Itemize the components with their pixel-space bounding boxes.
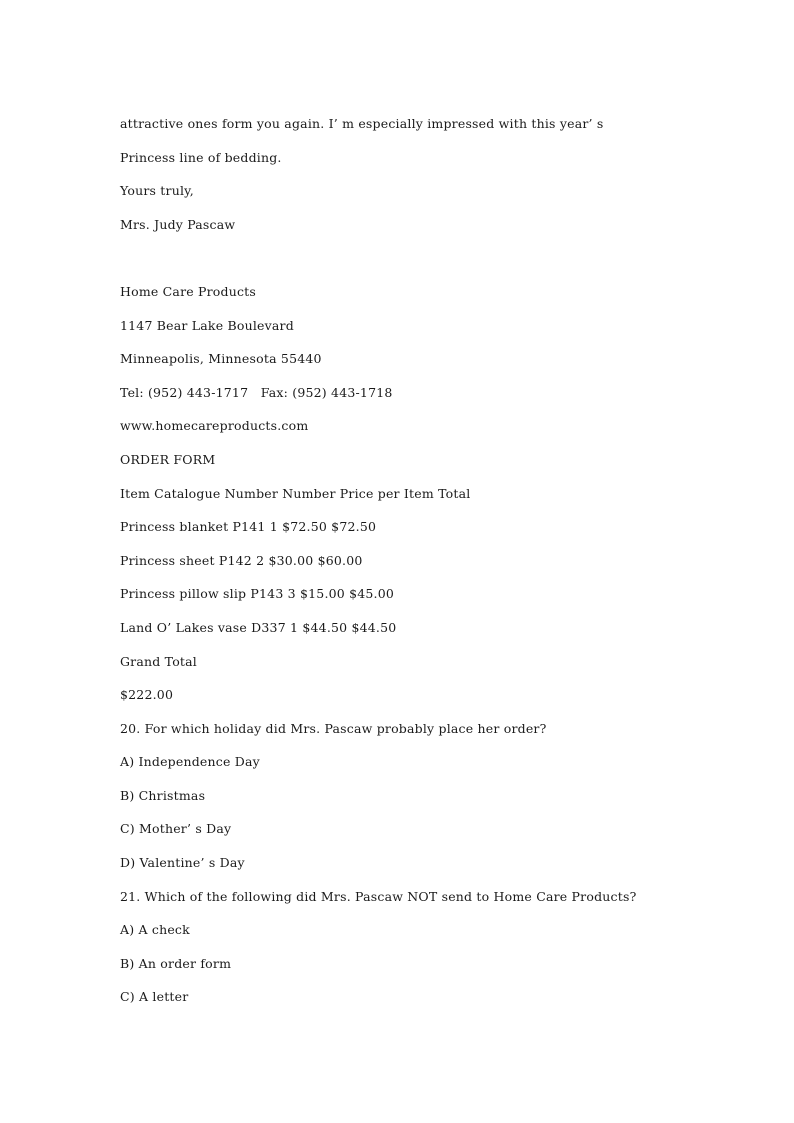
letter-text-line: Princess line of bedding.	[120, 149, 282, 165]
order-row: Land O’ Lakes vase D337 1 $44.50 $44.50	[120, 619, 397, 635]
answer-option: B) An order form	[120, 955, 232, 971]
order-form-title: ORDER FORM	[120, 451, 216, 467]
order-row: Princess blanket P141 1 $72.50 $72.50	[120, 519, 377, 535]
answer-option: C) A letter	[120, 989, 189, 1005]
answer-option: C) Mother’ s Day	[120, 821, 232, 837]
order-row: Princess sheet P142 2 $30.00 $60.00	[120, 552, 363, 568]
company-website: www.homecareproducts.com	[120, 418, 309, 434]
answer-option: A) Independence Day	[120, 754, 260, 770]
spacer	[120, 246, 720, 280]
question-21: 21. Which of the following did Mrs. Pascaw NOT send to Home Care Products?	[120, 888, 637, 904]
document-page	[120, 112, 720, 1019]
question-20: 20. For which holiday did Mrs. Pascaw probably place her order?	[120, 720, 547, 736]
company-street: 1147 Bear Lake Boulevard	[120, 317, 294, 333]
company-city: Minneapolis, Minnesota 55440	[120, 351, 322, 367]
company-name: Home Care Products	[120, 283, 257, 299]
order-form-header: Item Catalogue Number Number Price per Item Total	[120, 485, 471, 501]
letter-text-line: attractive ones form you again. I’ m especially impressed with this year’ s	[120, 116, 604, 131]
answer-option: A) A check	[120, 922, 190, 938]
order-row: Princess pillow slip P143 3 $15.00 $45.00	[120, 586, 395, 602]
grand-total-label: Grand Total	[120, 653, 198, 669]
answer-option: B) Christmas	[120, 787, 206, 803]
letter-signature: Mrs. Judy Pascaw	[120, 216, 236, 232]
company-phone-fax: Tel: (952) 443-1717 Fax: (952) 443-1718	[120, 384, 393, 400]
grand-total-value: $222.00	[120, 687, 174, 703]
answer-option: D) Valentine’ s Day	[120, 855, 245, 871]
letter-closing: Yours truly,	[120, 183, 194, 199]
